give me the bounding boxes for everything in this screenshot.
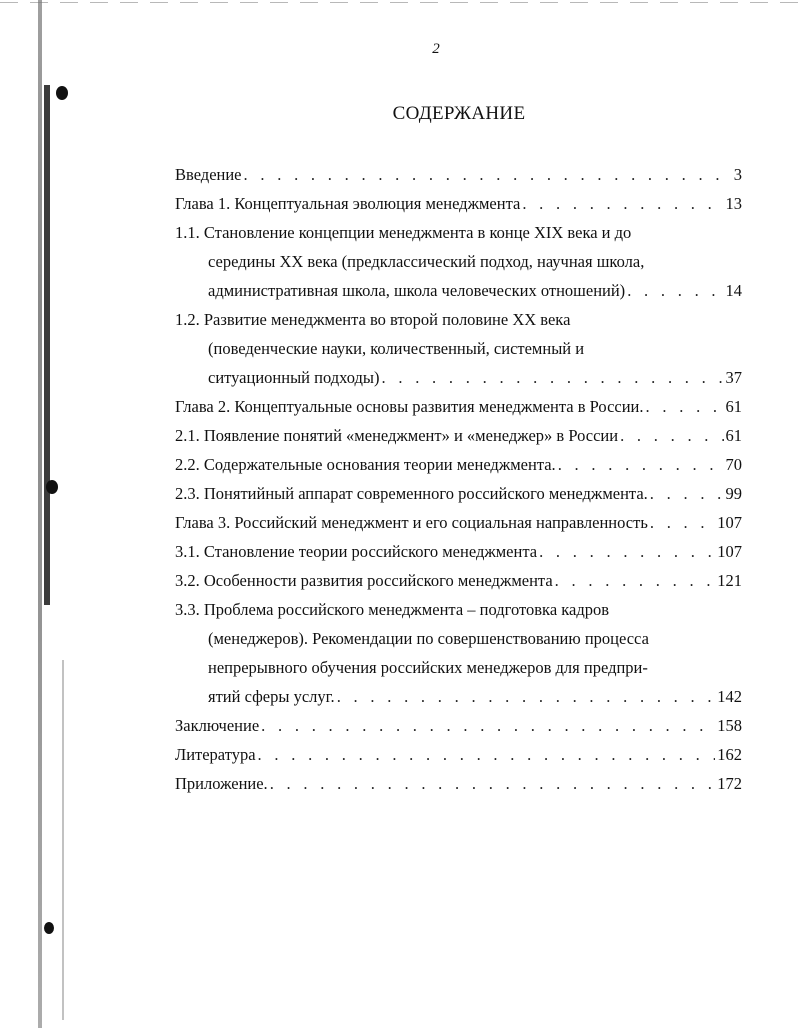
scan-binding-shadow: [44, 85, 50, 605]
toc-line: [175, 392, 742, 421]
toc-entry-text: непрерывного обучения российских менеджеров для предпри-: [208, 658, 648, 677]
toc-page-number: 70: [725, 455, 742, 474]
toc-entry: [175, 711, 742, 740]
toc-line: [175, 189, 742, 218]
toc-entry-text: (менеджеров). Рекомендации по совершенствованию процесса: [208, 629, 649, 648]
toc-entry-text: ситуационный подходы): [208, 368, 380, 387]
toc-line: [175, 247, 742, 276]
toc-entry-text: Глава 2. Концептуальные основы развития менеджмента в России.: [175, 397, 644, 416]
toc-line: [175, 595, 742, 624]
toc-page-number: 142: [717, 687, 742, 706]
toc-page-number: 61: [725, 426, 742, 445]
toc-line: [175, 160, 742, 189]
scan-left-edge: [38, 0, 42, 1028]
toc-line: [175, 334, 742, 363]
toc-leader-dots: [650, 508, 715, 537]
toc-entry-text: (поведенческие науки, количественный, системный и: [208, 339, 585, 358]
toc-entry: [175, 160, 742, 189]
toc-line: [175, 421, 742, 450]
toc-leader-dots: [337, 682, 716, 711]
toc-entry-text: ятий сферы услуг.: [208, 687, 335, 706]
toc-entry: [175, 508, 742, 537]
toc-page-number: 13: [725, 194, 742, 213]
toc-page-number: 107: [717, 513, 742, 532]
toc-entry-text: Глава 1. Концептуальная эволюция менеджмента: [175, 194, 521, 213]
toc-page-number: 121: [717, 571, 742, 590]
toc-entry: [175, 769, 742, 798]
toc-line: [175, 711, 742, 740]
toc-line: [175, 479, 742, 508]
toc-page-number: 3: [733, 165, 742, 184]
toc-entry-text: 3.2. Особенности развития российского менеджмента: [175, 571, 553, 590]
toc-page-number: 172: [717, 774, 742, 793]
toc-leader-dots: [539, 537, 715, 566]
toc-line: [175, 218, 742, 247]
toc-line: [175, 276, 742, 305]
toc-entry-text: 2.3. Понятийный аппарат современного российского менеджмента.: [175, 484, 648, 503]
toc-entry-text: Приложение.: [175, 774, 268, 793]
toc-line: [175, 450, 742, 479]
toc-page-number: 158: [717, 716, 742, 735]
toc-line: [175, 508, 742, 537]
toc-leader-dots: [244, 160, 732, 189]
toc-entry: [175, 392, 742, 421]
toc-page-number: 107: [717, 542, 742, 561]
toc-leader-dots: [261, 711, 715, 740]
toc-leader-dots: [646, 392, 724, 421]
toc-entry-text: 1.1. Становление концепции менеджмента в конце XIX века и до: [175, 223, 632, 242]
toc-line: [175, 682, 742, 711]
toc-entry: [175, 740, 742, 769]
toc-entry-text: середины XX века (предклассический подход, научная школа,: [208, 252, 645, 271]
toc-entry-text: 3.1. Становление теории российского менеджмента: [175, 542, 538, 561]
toc-entry: [175, 450, 742, 479]
toc-page-number: 37: [725, 368, 742, 387]
toc-leader-dots: [270, 769, 716, 798]
toc-entry: [175, 305, 742, 392]
toc-entry-text: 3.3. Проблема российского менеджмента – подготовка кадров: [175, 600, 610, 619]
toc-leader-dots: [258, 740, 716, 769]
toc-leader-dots: [558, 450, 724, 479]
toc-line: [175, 653, 742, 682]
scan-binding-line: [62, 660, 64, 1020]
toc-page-number: 14: [725, 281, 742, 300]
toc-entry-text: Литература: [175, 745, 256, 764]
toc-entry-text: 2.1. Появление понятий «менеджмент» и «менеджер» в России: [175, 426, 619, 445]
toc-leader-dots: [555, 566, 716, 595]
toc-line: [175, 566, 742, 595]
toc-entry: [175, 421, 742, 450]
toc-entry: [175, 595, 742, 711]
toc-entry: [175, 479, 742, 508]
toc-entry-text: Заключение: [175, 716, 260, 735]
toc-entry: [175, 189, 742, 218]
punch-hole-mark: [56, 86, 68, 100]
toc-entry-text: Введение: [175, 165, 242, 184]
toc-entry: [175, 218, 742, 305]
toc-leader-dots: [627, 276, 723, 305]
toc-entry-text: Глава 3. Российский менеджмент и его социальная направленность: [175, 513, 648, 532]
toc-line: [175, 305, 742, 334]
punch-hole-mark: [46, 480, 58, 494]
toc-leader-dots: [382, 363, 724, 392]
toc-line: [175, 537, 742, 566]
toc-entry: [175, 537, 742, 566]
toc-entry-text: 1.2. Развитие менеджмента во второй половине XX века: [175, 310, 571, 329]
toc-line: [175, 740, 742, 769]
toc-page-number: 61: [725, 397, 742, 416]
toc-leader-dots: [522, 189, 723, 218]
toc-leader-dots: [650, 479, 724, 508]
toc-page-number: 162: [717, 745, 742, 764]
punch-hole-mark: [44, 922, 54, 934]
toc-page-number: 99: [725, 484, 742, 503]
toc-line: [175, 624, 742, 653]
table-of-contents: [175, 160, 742, 798]
page-number: 2: [432, 41, 440, 57]
toc-entry-text: 2.2. Содержательные основания теории менеджмента.: [175, 455, 556, 474]
toc-entry-text: административная школа, школа человеческих отношений): [208, 281, 626, 300]
page-title: СОДЕРЖАНИЕ: [392, 103, 526, 124]
toc-line: [175, 363, 742, 392]
toc-entry: [175, 566, 742, 595]
toc-line: [175, 769, 742, 798]
toc-leader-dots: [620, 421, 723, 450]
scan-top-edge: [0, 2, 798, 3]
